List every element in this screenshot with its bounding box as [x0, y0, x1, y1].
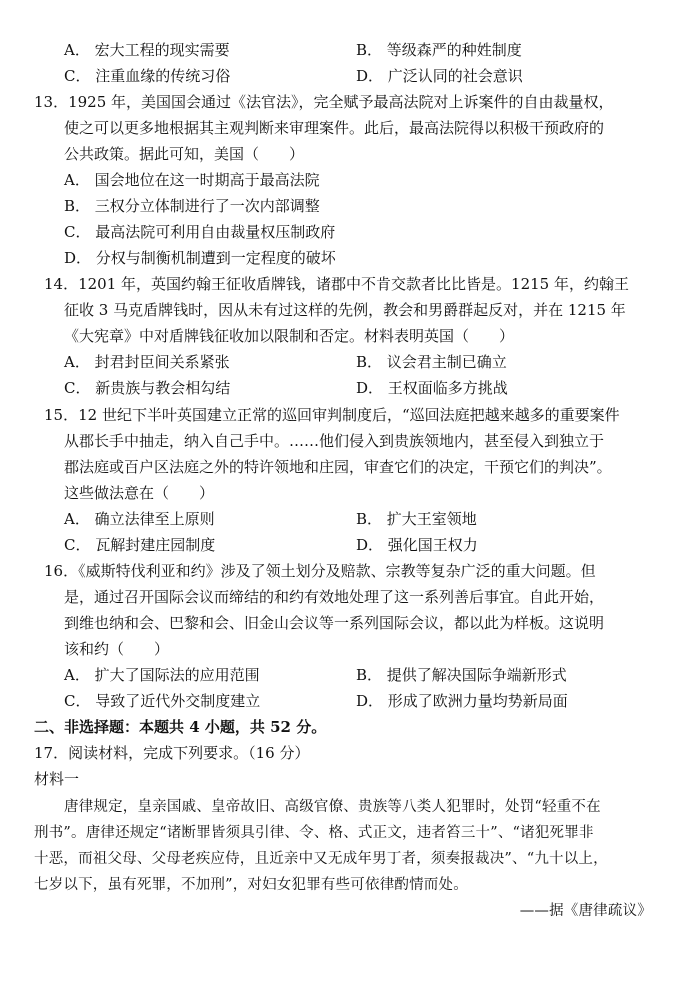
q15-stem-line-2: 从郡长手中抽走，纳入自己手中。……他们侵入到贵族领地内，甚至侵入到独立于 [64, 432, 605, 450]
q13-option-a: A． 国会地位在这一时期高于最高法院 [64, 171, 320, 189]
q14-option-b: B． 议会君主制已确立 [356, 353, 507, 371]
material-line-1: 唐律规定，皇亲国戚、皇帝故旧、高级官僚、贵族等八类人犯罪时，处罚“轻重不在 [64, 799, 601, 815]
q16-option-c: C． 导致了近代外交制度建立 [64, 692, 261, 710]
q14-stem-line-2: 征收 3 马克盾牌钱时，因从未有过这样的先例，教会和男爵群起反对，并在 1215 年 [64, 301, 626, 319]
q16-stem-line-4: 该和约（ ） [64, 640, 170, 658]
q13-stem-line-3: 公共政策。据此可知，美国（ ） [64, 145, 305, 163]
q14-stem-line-3: 《大宪章》中对盾牌钱征收加以限制和否定。材料表明英国（ ） [64, 327, 515, 345]
q13-stem-line-2: 使之可以更多地根据其主观判断来审理案件。此后，最高法院得以积极干预政府的 [64, 119, 605, 137]
q15-stem-line-1: 15．12 世纪下半叶英国建立正常的巡回审判制度后，“巡回法庭把越来越多的重要案件 [44, 406, 620, 424]
material-line-3: 十恶，而祖父母、父母老疾应侍，且近亲中又无成年男丁者，须奏报裁决”、“九十以上， [34, 851, 608, 867]
material-title: 材料一 [34, 770, 80, 788]
material-line-2: 刑书”。唐律还规定“诸断罪皆须具引律、令、格、式正文，违者笞三十”、“诸犯死罪非 [34, 825, 594, 841]
q13-option-d: D． 分权与制衡机制遭到一定程度的破坏 [64, 249, 336, 267]
q15-stem-line-3: 郡法庭或百户区法庭之外的特许领地和庄园，审查它们的决定，干预它们的判决”。 [64, 458, 612, 476]
q12-option-b: B． 等级森严的种姓制度 [356, 41, 522, 59]
q15-option-b: B． 扩大王室领地 [356, 510, 477, 528]
q14-option-a: A． 封君封臣间关系紧张 [64, 353, 230, 371]
q13-option-c: C． 最高法院可利用自由裁量权压制政府 [64, 223, 336, 241]
q14-option-c: C． 新贵族与教会相勾结 [64, 379, 231, 397]
material-source: ——据《唐律疏议》 [519, 903, 652, 919]
q12-option-a: A． 宏大工程的现实需要 [64, 41, 230, 59]
q14-option-d: D． 王权面临多方挑战 [356, 379, 508, 397]
q12-option-d: D． 广泛认同的社会意识 [356, 67, 523, 85]
q17-intro: 17．阅读材料，完成下列要求。（16 分） [34, 744, 310, 762]
q16-option-d: D． 形成了欧洲力量均势新局面 [356, 692, 568, 710]
q16-stem-line-3: 到维也纳和会、巴黎和会、旧金山会议等一系列国际会议，都以此为样板。这说明 [64, 614, 605, 632]
material-line-4: 七岁以下，虽有死罪，不加刑”，对妇女犯罪有些可依律酌情而处。 [34, 877, 468, 893]
q13-option-b: B． 三权分立体制进行了一次内部调整 [64, 197, 320, 215]
q16-option-b: B． 提供了解决国际争端新形式 [356, 666, 567, 684]
q16-stem-line-1: 16．《威斯特伐利亚和约》涉及了领土划分及赔款、宗教等复杂广泛的重大问题。但 [44, 562, 596, 580]
q15-option-a: A． 确立法律至上原则 [64, 510, 215, 528]
q13-stem-line-1: 13．1925 年，美国国会通过《法官法》，完全赋予最高法院对上诉案件的自由裁量权， [34, 93, 614, 111]
q14-stem-line-1: 14．1201 年，英国约翰王征收盾牌钱，诸郡中不肯交款者比比皆是。1215 年，约翰王 [44, 275, 629, 293]
q12-option-c: C． 注重血缘的传统习俗 [64, 67, 231, 85]
q15-option-d: D． 强化国王权力 [356, 536, 478, 554]
q15-option-c: C． 瓦解封建庄园制度 [64, 536, 216, 554]
section-heading: 二、非选择题：本题共 4 小题，共 52 分。 [34, 718, 327, 736]
q16-stem-line-2: 是，通过召开国际会议而缔结的和约有效地处理了这一系列善后事宜。自此开始， [64, 588, 605, 606]
q16-option-a: A． 扩大了国际法的应用范围 [64, 666, 260, 684]
q15-stem-line-4: 这些做法意在（ ） [64, 484, 215, 502]
